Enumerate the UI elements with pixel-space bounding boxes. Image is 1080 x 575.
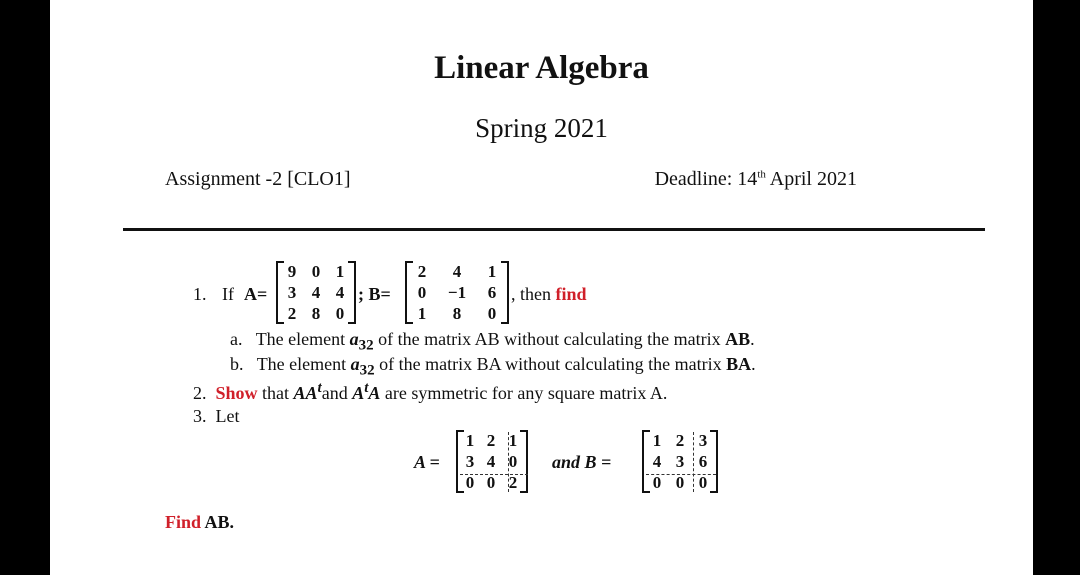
q3-a-label: A = <box>414 452 440 472</box>
show-keyword: Show <box>215 383 258 403</box>
q1b-sub: 32 <box>359 362 375 379</box>
document-term: Spring 2021 <box>475 113 608 143</box>
matrix-cell: 0 <box>698 473 708 492</box>
matrix-cell: 1 <box>508 431 518 450</box>
matrix-a-partitioned <box>456 430 528 493</box>
q2-t2: and <box>321 383 353 403</box>
partition-line-h <box>646 474 716 475</box>
matrix-b <box>405 261 509 324</box>
q1b-sym: a <box>350 354 360 374</box>
matrix-cell: 4 <box>335 283 345 302</box>
q1b-mid: of the matrix BA without calculating the matrix <box>374 354 727 374</box>
q1b-bold: BA <box>726 354 752 374</box>
matrix-cell: 0 <box>508 452 518 471</box>
q1a-marker: a. <box>230 329 243 349</box>
footer-find <box>165 512 234 533</box>
document-page <box>50 0 1033 575</box>
matrix-a <box>276 261 356 324</box>
matrix-cell: 9 <box>287 262 297 281</box>
q3-text: Let <box>215 406 240 426</box>
q1a-mid: of the matrix AB without calculating the matrix <box>373 329 726 349</box>
matrix-cell: 4 <box>652 452 662 471</box>
matrix-cell: 0 <box>417 283 427 302</box>
matrix-cell: 0 <box>465 473 475 492</box>
matrix-cell: 3 <box>287 283 297 302</box>
matrix-cell: −1 <box>447 283 467 302</box>
q2-t3: are symmetric for any square matrix A. <box>380 383 668 403</box>
assignment-label: Assignment -2 [CLO1] <box>165 168 351 190</box>
q3 <box>193 406 240 427</box>
partition-line-h <box>460 474 528 475</box>
then-text: , then <box>511 284 551 304</box>
q1a-sym: a <box>349 329 359 349</box>
deadline-prefix: Deadline: 14 <box>654 168 758 190</box>
q2-e2: A <box>352 383 365 403</box>
matrix-cell: 2 <box>508 473 518 492</box>
q3-number: 3. <box>193 406 207 426</box>
deadline-sup: th <box>757 168 766 181</box>
matrix-cell: 1 <box>417 304 427 323</box>
find-target: AB. <box>201 512 235 532</box>
q2-s1: t <box>317 380 322 396</box>
matrix-cell: 2 <box>675 431 685 450</box>
q2-e3: A <box>368 383 381 403</box>
matrix-cell: 3 <box>675 452 685 471</box>
matrix-cell: 8 <box>452 304 462 323</box>
partition-line-v <box>693 432 694 492</box>
matrix-cell: 6 <box>487 283 497 302</box>
q1a-end: . <box>750 329 755 349</box>
matrix-cell: 2 <box>287 304 297 323</box>
q2-t1: that <box>257 383 294 403</box>
matrix-cell: 8 <box>311 304 321 323</box>
q1a-pre: The element <box>255 329 350 349</box>
q2 <box>193 380 667 404</box>
q1b <box>230 354 756 380</box>
matrix-cell: 1 <box>335 262 345 281</box>
matrix-cell: 1 <box>652 431 662 450</box>
partition-line-v <box>508 432 509 492</box>
matrix-cell: 0 <box>335 304 345 323</box>
q1b-end: . <box>751 354 756 374</box>
matrix-cell: 0 <box>652 473 662 492</box>
document-title: Linear Algebra <box>434 50 649 86</box>
q1a-sub: 32 <box>358 337 374 354</box>
deadline-suffix: April 2021 <box>765 168 857 190</box>
q1-number: 1. <box>193 284 207 304</box>
matrix-cell: 1 <box>465 431 475 450</box>
q1b-marker: b. <box>230 354 244 374</box>
matrix-cell: 1 <box>487 262 497 281</box>
find-keyword: Find <box>165 512 202 532</box>
matrix-cell: 3 <box>698 431 708 450</box>
q2-number: 2. <box>193 383 207 403</box>
matrix-cell: 0 <box>486 473 496 492</box>
q1-a-label: A= <box>244 284 268 304</box>
q1-if: If <box>222 284 234 304</box>
matrix-cell: 0 <box>487 304 497 323</box>
matrix-cell: 6 <box>698 452 708 471</box>
q1a-bold: AB <box>725 329 751 349</box>
matrix-cell: 2 <box>417 262 427 281</box>
matrix-b-partitioned <box>642 430 718 493</box>
q3-and-b-label: and B = <box>552 452 612 472</box>
q2-e1: AA <box>293 383 318 403</box>
q1b-pre: The element <box>256 354 351 374</box>
matrix-cell: 2 <box>486 431 496 450</box>
matrix-cell: 4 <box>486 452 496 471</box>
matrix-cell: 0 <box>675 473 685 492</box>
matrix-cell: 4 <box>452 262 462 281</box>
q2-s2: t <box>364 380 369 396</box>
q1-b-label: ; B= <box>358 284 391 304</box>
find-keyword: find <box>555 284 587 304</box>
matrix-cell: 4 <box>311 283 321 302</box>
divider <box>123 228 985 231</box>
deadline <box>655 168 857 191</box>
q1a <box>230 329 755 355</box>
matrix-cell: 0 <box>311 262 321 281</box>
q1-then <box>511 284 587 305</box>
matrix-cell: 3 <box>465 452 475 471</box>
